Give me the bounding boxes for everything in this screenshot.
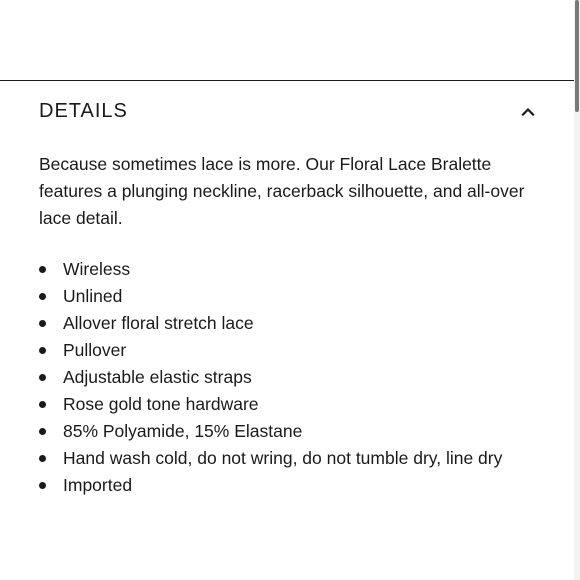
feature-item: Rose gold tone hardware	[39, 391, 539, 418]
details-accordion-toggle[interactable]	[39, 96, 539, 126]
feature-list	[39, 256, 539, 499]
chevron-up-icon[interactable]	[517, 100, 539, 122]
details-title: DETAILS	[39, 99, 128, 122]
feature-item: Hand wash cold, do not wring, do not tumble dry, line dry	[39, 445, 539, 472]
section-divider	[0, 80, 574, 81]
feature-item: Allover floral stretch lace	[39, 310, 539, 337]
details-content	[39, 151, 539, 499]
feature-item: Pullover	[39, 337, 539, 364]
scrollbar[interactable]	[574, 0, 580, 580]
product-description: Because sometimes lace is more. Our Floral Lace Bralette features a plunging neckline, racerback silhouette, and all-over lace detail.	[39, 154, 525, 228]
feature-item: Imported	[39, 472, 539, 499]
feature-item: Unlined	[39, 283, 539, 310]
feature-item: Wireless	[39, 256, 539, 283]
feature-item: Adjustable elastic straps	[39, 364, 539, 391]
feature-item: 85% Polyamide, 15% Elastane	[39, 418, 539, 445]
scrollbar-thumb[interactable]	[575, 0, 579, 112]
